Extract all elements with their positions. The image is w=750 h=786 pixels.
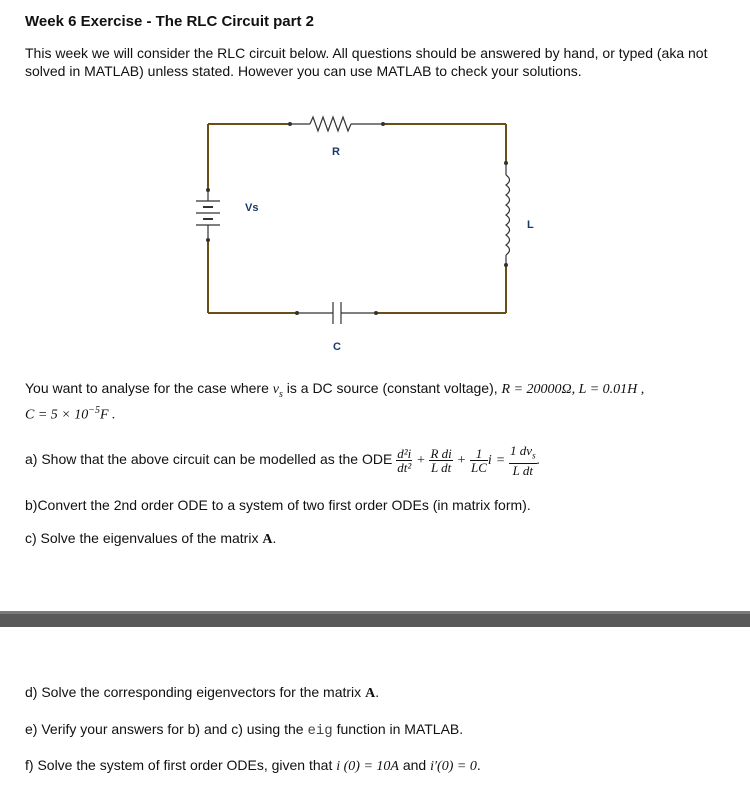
capacitor-label: C [333,341,341,353]
question-f: f) Solve the system of first order ODEs, given that i (0) = 10A and i′(0) = 0. [25,757,481,774]
ode-equation: $\frac{\text{d²i}}{\text{dt²}}$ + $\frac{\text{R di}}{\text{L dt}}$ + $\frac{1}{LC}$ i = $\frac{1 dv_s}{\text{L dt}}$ . [397,443,541,478]
analysis-line-2: $C = 5 \times 10^{-5}F$ . [25,405,116,423]
page-separator [0,611,750,627]
resistor-label: R [332,146,340,158]
question-e: e) Verify your answers for b) and c) using the eig function in MATLAB. [25,721,464,739]
eig-code: eig [307,723,333,739]
page-title: Week 6 Exercise - The RLC Circuit part 2 [25,13,314,30]
resistor-symbol [310,117,351,131]
question-d: d) Solve the corresponding eigenvectors for the matrix A. [25,684,380,701]
inductor-label: L [527,219,534,231]
source-label: Vs [245,202,259,214]
inductor-symbol [506,175,510,255]
question-c: c) Solve the eigenvalues of the matrix A. [25,530,277,547]
rlc-circuit-diagram [0,0,750,360]
question-a: a) Show that the above circuit can be modelled as the ODE $\frac{\text{d²i}}{\text{dt²}}$ + $\frac{\text{R di}}{\text{L dt}}$ + $\frac{1}{LC}$ i = $\frac{1 dv_s}{\text{L dt}}$ . [25,443,541,478]
question-b: b)Convert the 2nd order ODE to a system of two first order ODEs (in matrix form). [25,497,531,513]
analysis-line-1: You want to analyse for the case where $v_s$ is a DC source (constant voltage), R = 20000Ω, L = 0.01H , [25,380,645,400]
intro-paragraph: This week we will consider the RLC circuit below. All questions should be answered by hand, or typed (aka not solved in MATLAB) unless stated. However you can use MATLAB to check your solutions. [25,45,708,79]
